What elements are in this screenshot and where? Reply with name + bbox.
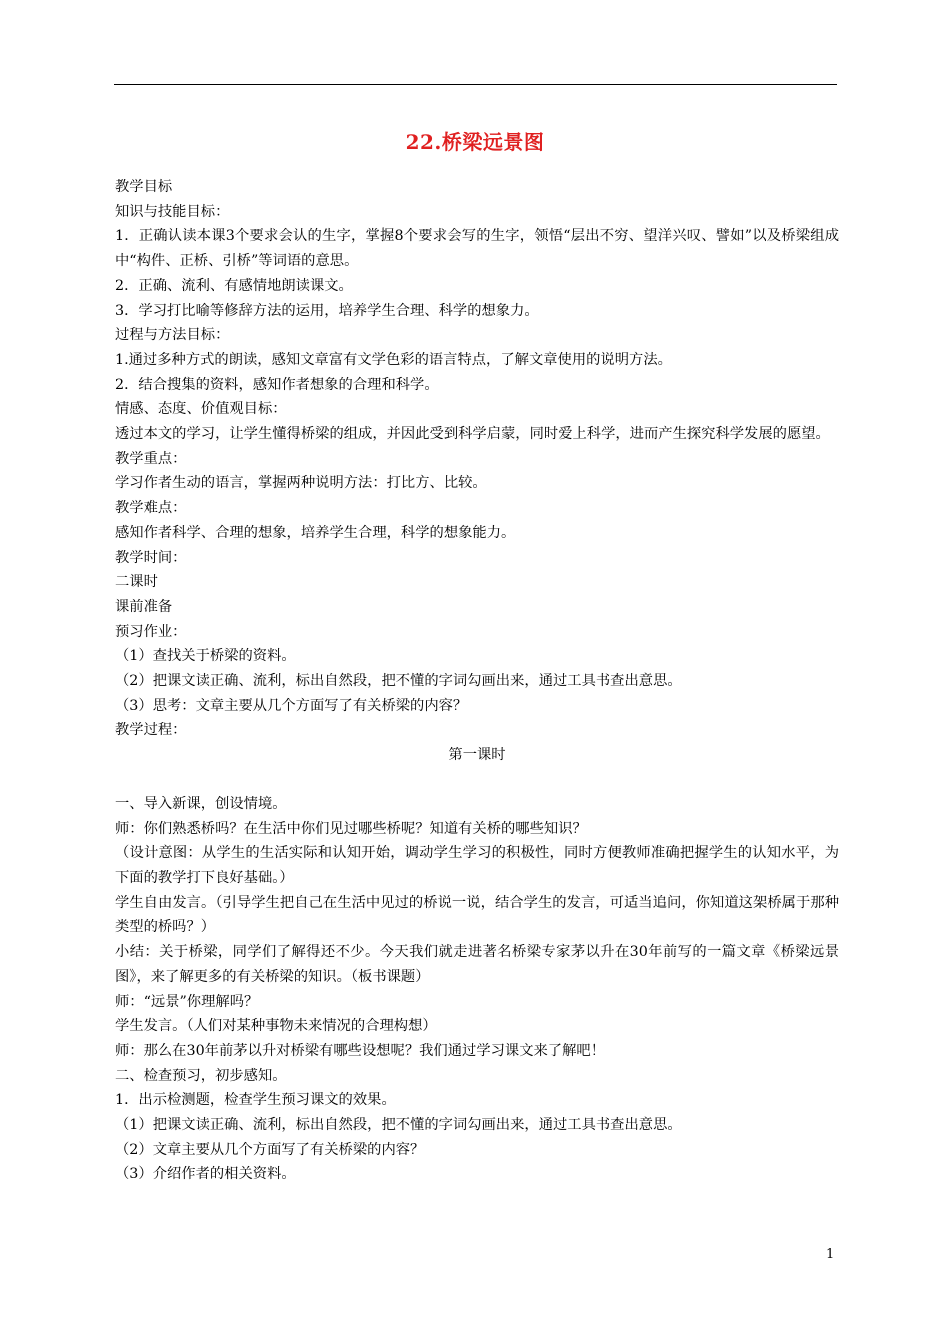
- paragraph: 教学难点：: [115, 500, 187, 517]
- paragraph: （1）查找关于桥梁的资料。: [115, 648, 296, 665]
- paragraph: 二、检查预习，初步感知。: [115, 1067, 287, 1084]
- paragraph: （3）介绍作者的相关资料。: [115, 1166, 296, 1183]
- paragraph: 透过本文的学习，让学生懂得桥梁的组成，并因此受到科学启蒙，同时爱上科学，进而产生探究科学发展的愿望。: [115, 426, 830, 443]
- paragraph: 二课时: [115, 574, 158, 591]
- paragraph: （2）把课文读正确、流利，标出自然段，把不懂的字词勾画出来，通过工具书查出意思。: [115, 673, 682, 690]
- paragraph: （设计意图：从学生的生活实际和认知开始，调动学生学习的积极性，同时方便教师准确把握学生的认知水平，为下面的教学打下良好基础。）: [115, 845, 839, 886]
- paragraph: 2．结合搜集的资料，感知作者想象的合理和科学。: [115, 376, 439, 393]
- paragraph: 预习作业：: [115, 623, 187, 640]
- header-rule: [114, 84, 837, 85]
- paragraph: 教学过程：: [115, 722, 187, 739]
- paragraph: 1．出示检测题，检查学生预习课文的效果。: [115, 1092, 396, 1109]
- paragraph: 学生发言。（人们对某种事物未来情况的合理构想）: [115, 1018, 437, 1035]
- document-body: [115, 175, 839, 1187]
- paragraph: 教学时间：: [115, 549, 187, 566]
- paragraph: 1.通过多种方式的朗读，感知文章富有文学色彩的语言特点，了解文章使用的说明方法。: [115, 351, 672, 368]
- section-heading: 第一课时: [448, 747, 506, 764]
- paragraph: 1．正确认读本课3个要求会认的生字，掌握8个要求会写的生字，领悟“层出不穷、望洋兴叹、譬如”以及桥梁组成中“构件、正桥、引桥”等词语的意思。: [115, 228, 839, 270]
- paragraph: 师：那么在30年前茅以升对桥梁有哪些设想呢？我们通过学习课文来了解吧！: [115, 1042, 605, 1059]
- paragraph: 感知作者科学、合理的想象，培养学生合理，科学的想象能力。: [115, 524, 516, 541]
- paragraph: （3）思考：文章主要从几个方面写了有关桥梁的内容？: [115, 697, 468, 714]
- paragraph: 小结：关于桥梁，同学们了解得还不少。今天我们就走进著名桥梁专家茅以升在30年前写的一篇文章《桥梁远景图》，来了解更多的有关桥梁的知识。（板书课题）: [115, 944, 839, 985]
- paragraph: 学习作者生动的语言，掌握两种说明方法：打比方、比较。: [115, 475, 487, 492]
- teaching-process-section: [115, 792, 839, 1187]
- paragraph: （1）把课文读正确、流利，标出自然段，把不懂的字词勾画出来，通过工具书查出意思。: [115, 1117, 682, 1134]
- paragraph: 2．正确、流利、有感情地朗读课文。: [115, 277, 353, 294]
- paragraph: （2）文章主要从几个方面写了有关桥梁的内容？: [115, 1141, 425, 1158]
- paragraph: 知识与技能目标：: [115, 203, 230, 220]
- paragraph: 3．学习打比喻等修辞方法的运用，培养学生合理、科学的想象力。: [115, 302, 539, 319]
- page-number: 1: [826, 1247, 835, 1262]
- section-gap: [115, 768, 839, 792]
- paragraph: 学生自由发言。（引导学生把自己在生活中见过的桥说一说，结合学生的发言，可适当追问，你知道这架桥属于那种类型的桥吗？）: [115, 894, 839, 936]
- paragraph: 课前准备: [115, 598, 173, 615]
- document-title: 22.桥梁远景图: [405, 130, 545, 154]
- paragraph: 师：“远景”你理解吗？: [115, 993, 259, 1010]
- lesson-plan-section: [115, 175, 839, 743]
- paragraph: 一、导入新课，创设情境。: [115, 795, 287, 812]
- paragraph: 教学目标: [115, 179, 173, 195]
- paragraph: 过程与方法目标：: [115, 327, 230, 344]
- paragraph: 情感、态度、价值观目标：: [115, 401, 287, 418]
- paragraph: 师：你们熟悉桥吗？在生活中你们见过哪些桥呢？知道有关桥的哪些知识？: [115, 820, 587, 837]
- paragraph: 教学重点：: [115, 450, 187, 467]
